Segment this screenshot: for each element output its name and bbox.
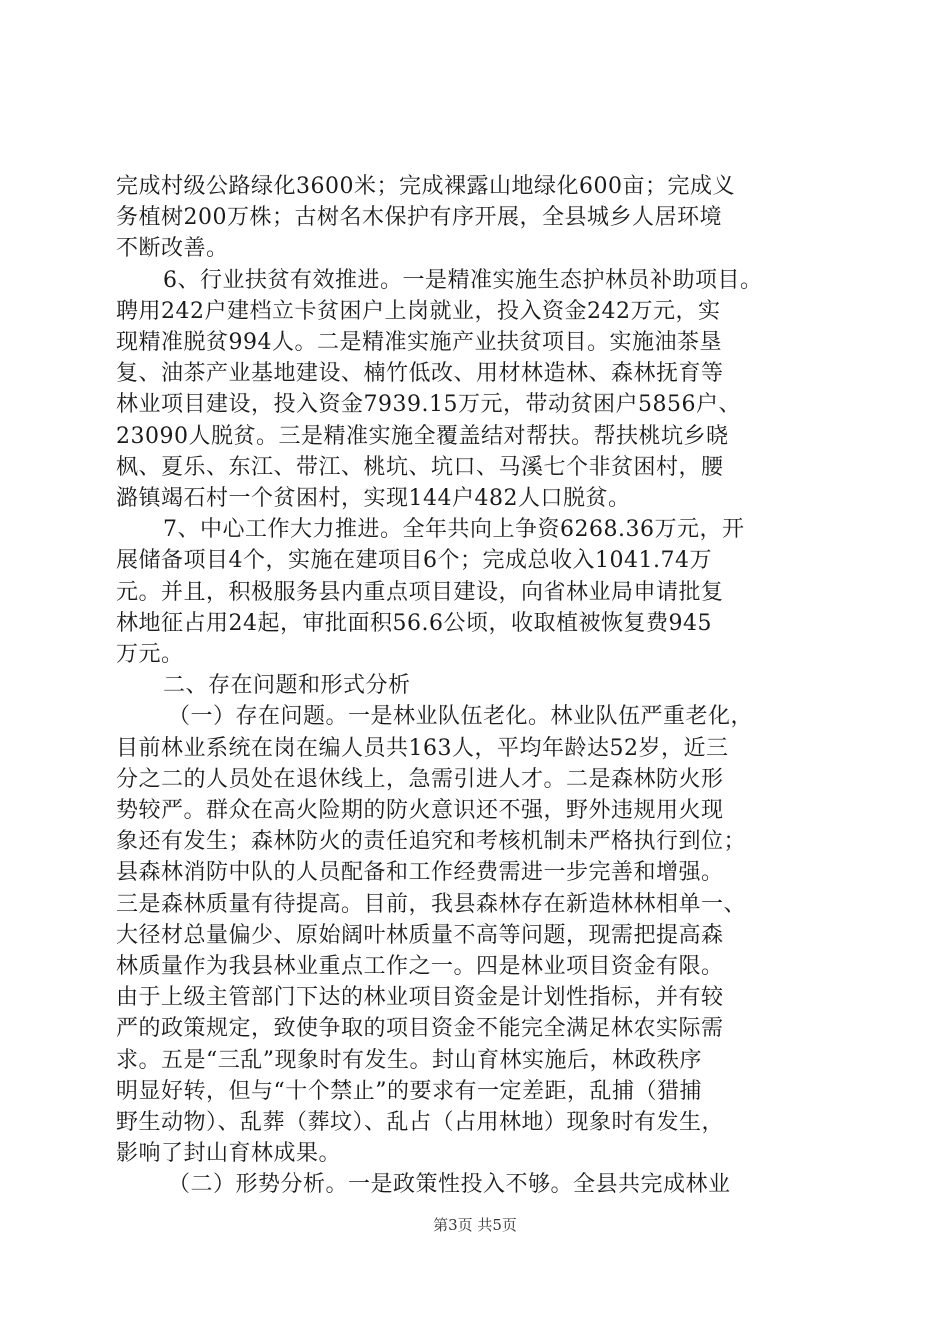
text-line: 目前林业系统在岗在编人员共163人，平均年龄达52岁，近三 [116, 736, 729, 761]
text-line: 三是森林质量有待提高。目前，我县森林存在新造林林相单一、 [116, 892, 747, 917]
text-line: 展储备项目4个，实施在建项目6个；完成总收入1041.74万 [116, 548, 712, 573]
paragraph-start: （一）存在问题。一是林业队伍老化。林业队伍严重老化， [168, 704, 754, 729]
text-line: 分之二的人员处在退休线上，急需引进人才。二是森林防火形 [116, 767, 724, 792]
text-line: 复、油茶产业基地建设、楠竹低改、用材林造林、森林抚育等 [116, 361, 724, 386]
text-line: 潞镇竭石村一个贫困村，实现144户482人口脱贫。 [116, 486, 631, 511]
text-line: 大径材总量偏少、原始阔叶林质量不高等问题，现需把提高森 [116, 923, 724, 948]
paragraph-start: （二）形势分析。一是政策性投入不够。全县共完成林业 [168, 1172, 731, 1197]
text-line: 由于上级主管部门下达的林业项目资金是计划性指标，并有较 [116, 985, 724, 1010]
text-line: 现精准脱贫994人。二是精准实施产业扶贫项目。实施油茶垦 [116, 330, 722, 355]
text-line: 野生动物）、乱葬（葬坟）、乱占（占用林地）现象时有发生， [116, 1110, 725, 1135]
text-line: 23090人脱贫。三是精准实施全覆盖结对帮扶。帮扶桃坑乡晓 [116, 424, 729, 449]
text-line: 象还有发生；森林防火的责任追究和考核机制未严格执行到位； [116, 829, 747, 854]
text-line: 林业项目建设，投入资金7939.15万元，带动贫困户5856户、 [116, 392, 741, 417]
text-line: 林地征占用24起，审批面积56.6公顷，收取植被恢复费945 [116, 611, 712, 636]
text-line: 务植树200万株；古树名木保护有序开展，全县城乡人居环境 [116, 205, 722, 230]
text-line: 势较严。群众在高火险期的防火意识还不强，野外违规用火现 [116, 798, 724, 823]
text-line: 严的政策规定，致使争取的项目资金不能完全满足林农实际需 [116, 1016, 724, 1041]
text-line: 求。五是“三乱”现象时有发生。封山育林实施后，林政秩序 [116, 1048, 702, 1073]
text-line: 县森林消防中队的人员配备和工作经费需进一步完善和增强。 [116, 860, 724, 885]
paragraph-start: 7、中心工作大力推进。全年共向上争资6268.36万元，开 [163, 517, 745, 542]
text-line: 元。并且，积极服务县内重点项目建设，向省林业局申请批复 [116, 580, 724, 605]
section-heading: 二、存在问题和形式分析 [163, 673, 411, 698]
text-line: 枫、夏乐、东江、带江、桃坑、坑口、马溪七个非贫困村，腰 [116, 455, 724, 480]
text-line: 聘用242户建档立卡贫困户上岗就业，投入资金242万元，实 [116, 299, 721, 324]
text-line: 影响了封山育林成果。 [116, 1141, 342, 1166]
page-footer: 第3页 共5页 [433, 1216, 517, 1234]
paragraph-start: 6、行业扶贫有效推进。一是精准实施生态护林员补助项目。 [163, 268, 763, 293]
text-line: 完成村级公路绿化3600米；完成裸露山地绿化600亩；完成义 [116, 174, 735, 199]
text-line: 万元。 [116, 642, 184, 667]
text-line: 林质量作为我县林业重点工作之一。四是林业项目资金有限。 [116, 954, 724, 979]
text-line: 不断改善。 [116, 236, 229, 261]
text-line: 明显好转，但与“十个禁止”的要求有一定差距，乱捕（猎捕 [116, 1079, 702, 1104]
